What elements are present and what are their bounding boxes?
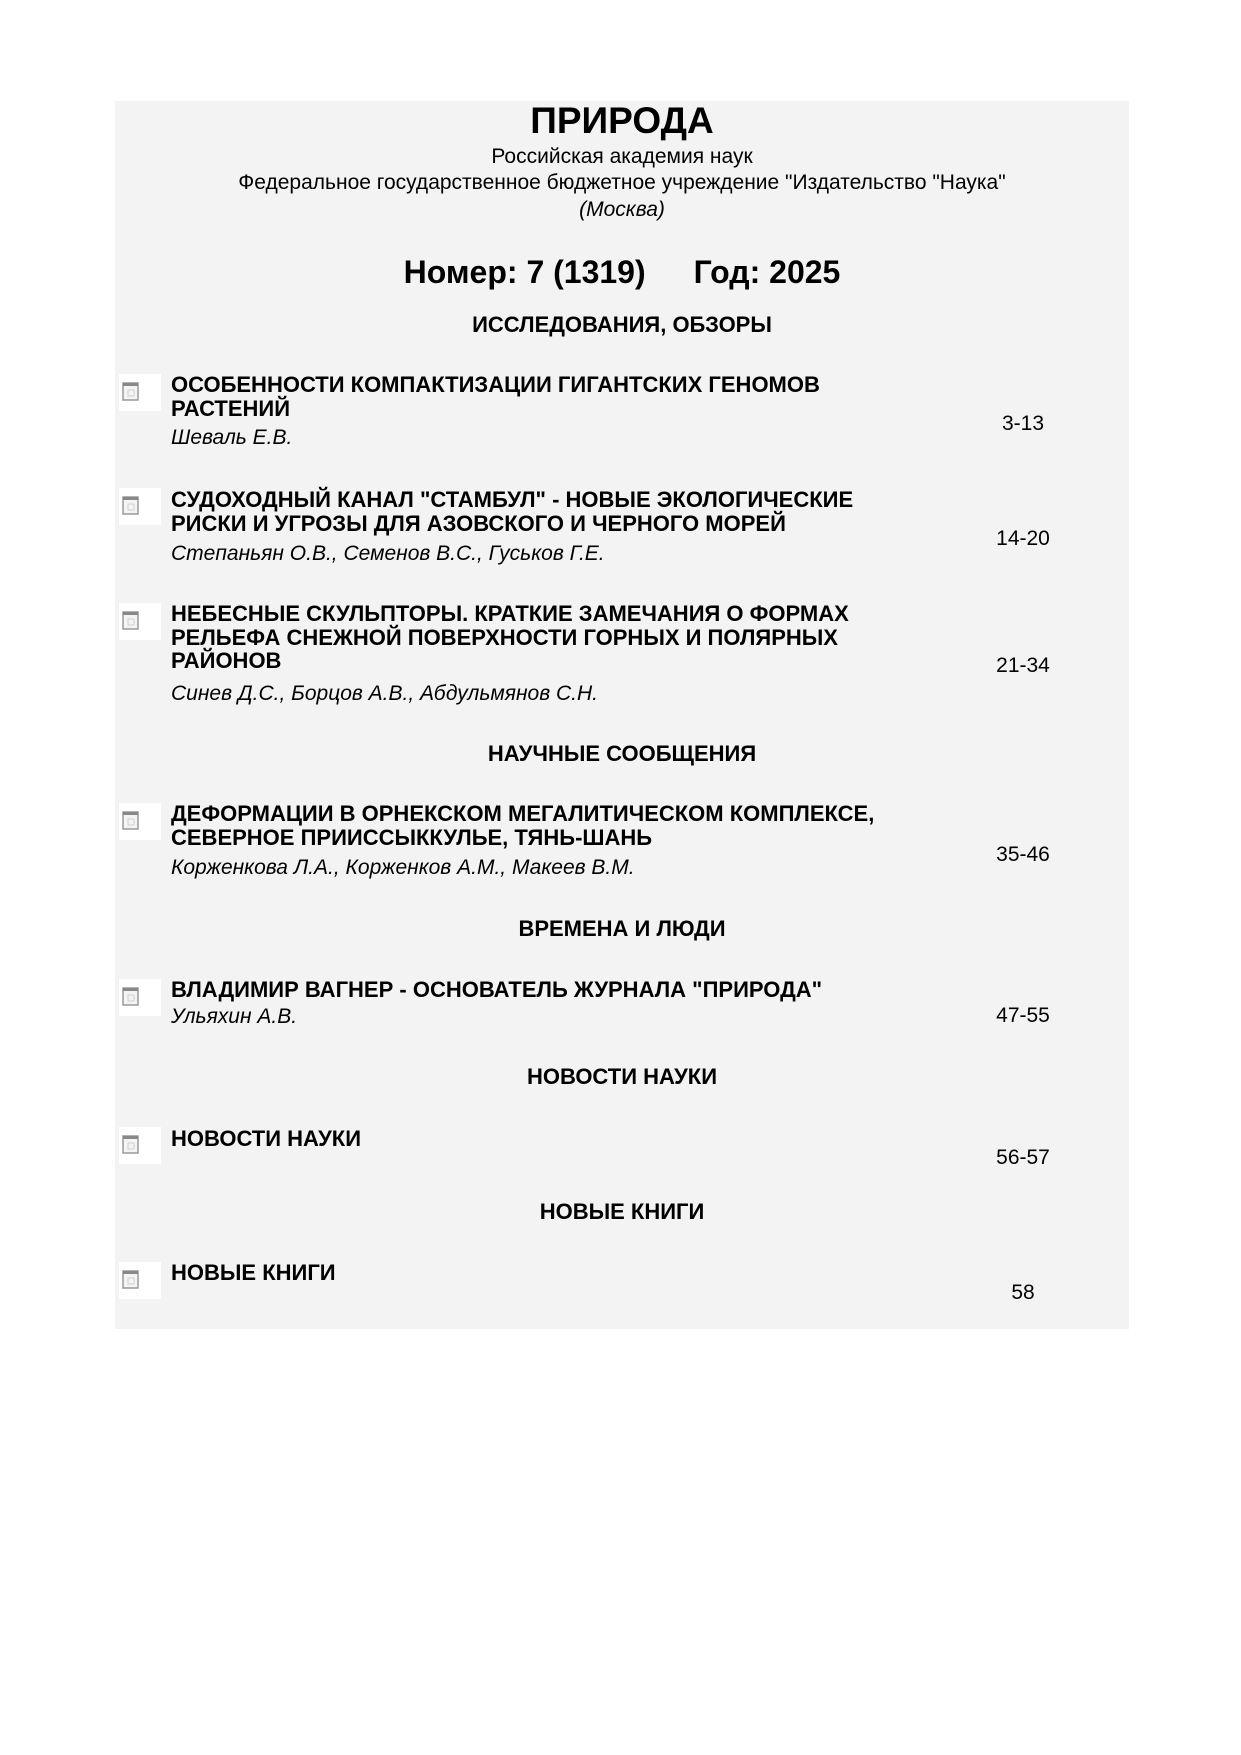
article-title-line[interactable]: НОВЫЕ КНИГИ bbox=[171, 1260, 336, 1285]
article-authors: Степаньян О.В., Семенов В.С., Гуськов Г.Е. bbox=[171, 542, 605, 565]
article-title-line[interactable]: РАЙОНОВ bbox=[171, 648, 282, 674]
article-authors: Синев Д.С., Борцов А.В., Абдульмянов С.Н. bbox=[171, 682, 599, 705]
article-title-line[interactable]: СУДОХОДНЫЙ КАНАЛ "СТАМБУЛ" - НОВЫЕ ЭКОЛОГИЧЕСКИЕ bbox=[171, 487, 854, 512]
document-icon[interactable] bbox=[119, 979, 161, 1016]
article-title-line[interactable]: ОСОБЕННОСТИ КОМПАКТИЗАЦИИ ГИГАНТСКИХ ГЕНОМОВ bbox=[171, 372, 820, 397]
article-title-line[interactable]: ВЛАДИМИР ВАГНЕР - ОСНОВАТЕЛЬ ЖУРНАЛА "ПРИРОДА" bbox=[171, 977, 823, 1002]
article-title-line[interactable]: РАСТЕНИЙ bbox=[171, 395, 291, 421]
document-icon[interactable] bbox=[119, 603, 161, 640]
article-pages: 35-46 bbox=[996, 843, 1050, 866]
article-pages: 56-57 bbox=[996, 1146, 1050, 1169]
section-heading: НОВОСТИ НАУКИ bbox=[526, 1064, 718, 1089]
article-pages: 47-55 bbox=[996, 1004, 1050, 1027]
article-title-line[interactable]: НОВОСТИ НАУКИ bbox=[171, 1126, 362, 1151]
article-authors: Шеваль Е.В. bbox=[171, 426, 293, 449]
journal-title: ПРИРОДА bbox=[530, 100, 714, 141]
article-pages: 3-13 bbox=[1001, 412, 1045, 435]
article-pages: 14-20 bbox=[996, 527, 1050, 550]
issue-info bbox=[115, 254, 1129, 290]
publisher-line-1: Российская академия наук bbox=[491, 145, 753, 168]
article-authors: Корженкова Л.А., Корженков А.М., Макеев В.М. bbox=[171, 856, 635, 879]
issue-year: Год: 2025 bbox=[693, 254, 841, 290]
publisher-city: (Москва) bbox=[579, 198, 665, 221]
document-icon[interactable] bbox=[119, 803, 161, 840]
article-authors: Ульяхин А.В. bbox=[171, 1005, 298, 1028]
document-icon[interactable] bbox=[119, 488, 161, 525]
section-heading: НОВЫЕ КНИГИ bbox=[539, 1199, 705, 1224]
article-title-line[interactable]: ДЕФОРМАЦИИ В ОРНЕКСКОМ МЕГАЛИТИЧЕСКОМ КОМПЛЕКСЕ, bbox=[171, 801, 875, 826]
section-heading: ВРЕМЕНА И ЛЮДИ bbox=[518, 916, 726, 941]
article-pages: 58 bbox=[1011, 1281, 1035, 1304]
article-pages: 21-34 bbox=[996, 654, 1050, 677]
document-icon[interactable] bbox=[119, 1127, 161, 1164]
article-title-line[interactable]: РЕЛЬЕФА СНЕЖНОЙ ПОВЕРХНОСТИ ГОРНЫХ И ПОЛЯРНЫХ bbox=[171, 624, 838, 650]
publisher-line-2: Федеральное государственное бюджетное учреждение "Издательство "Наука" bbox=[238, 171, 1006, 194]
document-icon[interactable] bbox=[119, 374, 161, 411]
section-heading: ИССЛЕДОВАНИЯ, ОБЗОРЫ bbox=[472, 312, 772, 337]
article-title-line[interactable]: РИСКИ И УГРОЗЫ ДЛЯ АЗОВСКОГО И ЧЕРНОГО МОРЕЙ bbox=[171, 510, 786, 536]
issue-number: Номер: 7 (1319) bbox=[403, 254, 646, 290]
document-icon[interactable] bbox=[119, 1262, 161, 1299]
article-title-line[interactable]: НЕБЕСНЫЕ СКУЛЬПТОРЫ. КРАТКИЕ ЗАМЕЧАНИЯ О ФОРМАХ bbox=[171, 601, 849, 626]
article-title-line[interactable]: СЕВЕРНОЕ ПРИИССЫККУЛЬЕ, ТЯНЬ-ШАНЬ bbox=[171, 824, 653, 850]
section-heading: НАУЧНЫЕ СООБЩЕНИЯ bbox=[487, 741, 757, 766]
